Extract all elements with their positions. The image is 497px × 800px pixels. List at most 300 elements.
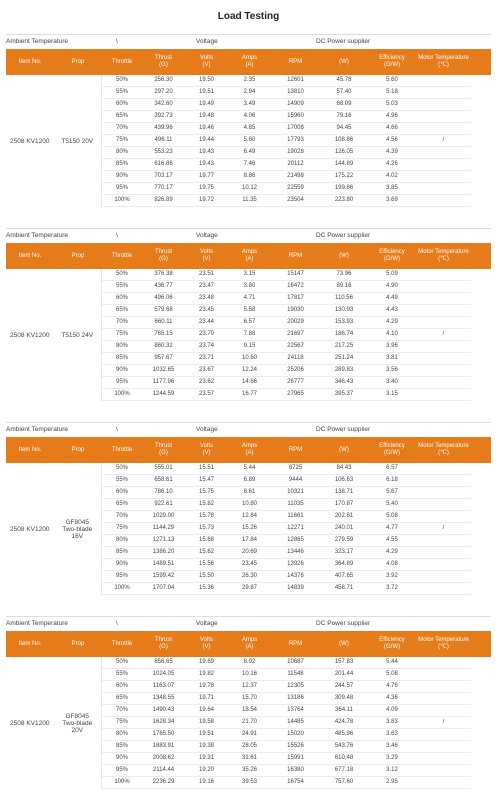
cell-rpm: 20029 (287, 319, 304, 325)
cell-motor-empty (416, 705, 471, 716)
test-block (6, 422, 491, 595)
cell-amps: 10.12 (241, 185, 257, 191)
cell-throttle: 60% (115, 101, 128, 107)
test-block (6, 616, 491, 789)
cell-thrust: 256.30 (154, 77, 173, 83)
cell-motor-empty (416, 341, 471, 352)
cell-throttle: 65% (115, 113, 128, 119)
ambient-label: Ambient Temperature (6, 38, 69, 45)
cell-efficiency: 4.43 (386, 307, 398, 313)
cell-efficiency: 5.40 (386, 501, 398, 507)
cell-watts: 73.96 (336, 271, 352, 277)
cell-motor-empty (416, 147, 471, 158)
cell-efficiency: 4.36 (386, 695, 398, 701)
table-row (102, 559, 471, 571)
cell-thrust: 826.89 (154, 197, 173, 203)
cell-efficiency: 5.18 (386, 89, 398, 95)
ambient-label: Ambient Temperature (6, 426, 69, 433)
voltage-label: Voltage (196, 620, 218, 627)
cell-volts: 15.62 (198, 549, 214, 555)
cell-motor-empty (416, 377, 471, 388)
cell-thrust: 1271.13 (152, 537, 175, 543)
cell-motor-temp: / (442, 719, 445, 725)
table-row (102, 365, 471, 377)
cell-watts: 57.40 (336, 89, 352, 95)
cell-rpm: 14909 (287, 101, 304, 107)
cell-motor-empty (416, 511, 471, 522)
cell-rpm: 15147 (287, 271, 304, 277)
cell-volts: 15.56 (198, 561, 214, 567)
prop-name: T5150 20V (61, 137, 94, 145)
cell-rpm: 26777 (287, 379, 304, 385)
cell-rpm: 11035 (287, 501, 304, 507)
table-row (102, 341, 471, 353)
cell-watts: 108.86 (334, 137, 354, 143)
table-body (6, 657, 491, 789)
cell-rpm: 13926 (287, 561, 304, 567)
table-row (102, 487, 471, 499)
table-row (102, 171, 471, 183)
cell-thrust: 922.61 (154, 501, 173, 507)
cell-efficiency: 3.72 (386, 585, 398, 591)
page-title: Load Testing (217, 11, 280, 22)
cell-amps: 4.71 (243, 295, 256, 301)
ambient-value: \ (116, 232, 118, 239)
cell-watts: 186.74 (334, 331, 354, 337)
ambient-row (6, 228, 491, 243)
cell-throttle: 90% (115, 173, 128, 179)
header-volts: Volts (V) (199, 249, 213, 262)
cell-rpm: 15020 (287, 731, 304, 737)
cell-rpm: 8725 (288, 465, 303, 471)
table-row (102, 669, 471, 681)
cell-thrust: 616.86 (154, 161, 173, 167)
cell-watts: 106.63 (334, 477, 354, 483)
cell-amps: 7.46 (243, 161, 256, 167)
item-prop-cell (6, 657, 102, 789)
cell-efficiency: 4.29 (386, 549, 398, 555)
cell-throttle: 95% (115, 379, 128, 385)
cell-efficiency: 4.08 (386, 561, 398, 567)
cell-motor-empty (416, 305, 471, 316)
cell-thrust: 1348.55 (152, 695, 175, 701)
cell-efficiency: 3.29 (386, 755, 398, 761)
cell-watts: 395.37 (334, 391, 354, 397)
cell-efficiency: 4.02 (386, 173, 398, 179)
cell-amps: 6.89 (243, 477, 256, 483)
cell-throttle: 75% (115, 331, 128, 337)
cell-volts: 19.38 (198, 743, 214, 749)
cell-amps: 4.06 (243, 113, 256, 119)
cell-thrust: 786.10 (154, 489, 173, 495)
table-row (102, 135, 471, 147)
cell-thrust: 1628.34 (152, 719, 175, 725)
cell-motor-empty (416, 559, 471, 570)
cell-rpm: 13810 (287, 89, 304, 95)
cell-volts: 15.78 (198, 513, 214, 519)
cell-watts: 201.44 (334, 671, 354, 677)
cell-watts: 610.48 (334, 755, 354, 761)
cell-throttle: 80% (115, 343, 128, 349)
cell-motor-empty (416, 487, 471, 498)
table-header (6, 631, 491, 657)
cell-volts: 19.51 (198, 731, 214, 737)
cell-watts: 138.71 (334, 489, 354, 495)
cell-throttle: 95% (115, 185, 128, 191)
table-row (102, 87, 471, 99)
cell-watts: 202.61 (334, 513, 354, 519)
cell-motor-empty (416, 87, 471, 98)
table-row (102, 389, 471, 401)
table-row (102, 317, 471, 329)
table-row (102, 657, 471, 669)
cell-motor-empty (416, 669, 471, 680)
voltage-label: Voltage (196, 232, 218, 239)
cell-watts: 346.43 (334, 379, 354, 385)
cell-watts: 89.16 (336, 283, 352, 289)
cell-thrust: 2008.62 (152, 755, 175, 761)
header-item: Item No. (18, 252, 42, 259)
cell-amps: 10.16 (241, 671, 257, 677)
header-amps: Amps (A) (241, 249, 258, 262)
header-eff: Efficiency (G/W) (379, 443, 405, 456)
ambient-row (6, 616, 491, 631)
cell-motor-temp: / (442, 525, 445, 531)
cell-motor-empty (416, 293, 471, 304)
cell-volts: 15.47 (198, 477, 214, 483)
cell-rpm: 27965 (287, 391, 304, 397)
cell-motor-empty (416, 75, 471, 86)
cell-volts: 23.71 (198, 355, 214, 361)
cell-thrust: 496.11 (154, 137, 173, 143)
cell-motor-empty (416, 571, 471, 582)
header-eff: Efficiency (G/W) (379, 55, 405, 68)
cell-motor-empty (416, 499, 471, 510)
cell-watts: 424.78 (334, 719, 354, 725)
cell-volts: 15.51 (198, 465, 214, 471)
cell-watts: 543.76 (334, 743, 354, 749)
cell-amps: 5.58 (243, 307, 256, 313)
cell-motor-empty (416, 681, 471, 692)
cell-watts: 94.45 (336, 125, 352, 131)
cell-amps: 15.26 (241, 525, 257, 531)
cell-efficiency: 5.60 (386, 77, 398, 83)
cell-rpm: 19030 (287, 307, 304, 313)
cell-motor-empty (416, 777, 471, 788)
cell-rpm: 22567 (287, 343, 304, 349)
table-row (102, 765, 471, 777)
cell-efficiency: 5.67 (386, 489, 398, 495)
cell-rpm: 14485 (287, 719, 304, 725)
cell-rpm: 13446 (287, 549, 304, 555)
cell-amps: 15.70 (241, 695, 257, 701)
cell-thrust: 1244.59 (152, 391, 175, 397)
data-rows (102, 75, 471, 207)
cell-motor-empty (416, 741, 471, 752)
cell-thrust: 555.01 (154, 465, 173, 471)
cell-throttle: 50% (115, 271, 128, 277)
cell-amps: 14.66 (241, 379, 257, 385)
cell-volts: 19.58 (198, 719, 214, 725)
cell-rpm: 15991 (287, 755, 304, 761)
cell-motor-empty (416, 463, 471, 474)
cell-motor-empty (416, 353, 471, 364)
table-row (102, 123, 471, 135)
table-row (102, 583, 471, 595)
cell-throttle: 100% (114, 197, 130, 203)
cell-thrust: 703.17 (154, 173, 173, 179)
cell-amps: 23.45 (241, 561, 257, 567)
cell-motor-empty (416, 753, 471, 764)
header-thrust: Thrust (G) (154, 55, 172, 68)
cell-efficiency: 3.12 (386, 767, 398, 773)
cell-throttle: 70% (115, 319, 128, 325)
cell-throttle: 70% (115, 125, 128, 131)
header-watts: (W) (339, 58, 349, 65)
header-watts: (W) (339, 252, 349, 259)
cell-amps: 2.94 (243, 89, 256, 95)
ambient-label: Ambient Temperature (6, 620, 69, 627)
cell-thrust: 1032.65 (152, 367, 175, 373)
ambient-row (6, 422, 491, 437)
header-item: Item No. (18, 58, 42, 65)
cell-efficiency: 3.69 (386, 197, 398, 203)
table-row (102, 75, 471, 87)
cell-thrust: 1883.91 (152, 743, 175, 749)
cell-watts: 175.22 (334, 173, 354, 179)
cell-throttle: 65% (115, 307, 128, 313)
header-eff: Efficiency (G/W) (379, 249, 405, 262)
cell-amps: 3.49 (243, 101, 256, 107)
header-rpm: RPM (288, 252, 303, 259)
cell-rpm: 24118 (287, 355, 304, 361)
cell-rpm: 16380 (287, 767, 304, 773)
test-block (6, 34, 491, 207)
cell-efficiency: 4.10 (386, 331, 398, 337)
cell-rpm: 13764 (287, 707, 304, 713)
cell-watts: 153.93 (334, 319, 354, 325)
cell-motor-empty (416, 657, 471, 668)
cell-throttle: 80% (115, 537, 128, 543)
cell-amps: 8.86 (243, 173, 256, 179)
table-body (6, 463, 491, 595)
cell-motor-empty (416, 183, 471, 194)
amb-spacer (411, 35, 492, 49)
cell-thrust: 1177.96 (152, 379, 175, 385)
table-header (6, 49, 491, 75)
cell-thrust: 2114.44 (152, 767, 175, 773)
cell-efficiency: 4.96 (386, 113, 398, 119)
cell-throttle: 90% (115, 367, 128, 373)
table-row (102, 777, 471, 789)
cell-thrust: 297.20 (154, 89, 173, 95)
cell-volts: 19.82 (198, 671, 214, 677)
cell-thrust: 660.11 (154, 319, 173, 325)
table-row (102, 329, 471, 341)
cell-throttle: 95% (115, 767, 128, 773)
item-prop-cell (6, 463, 102, 595)
cell-amps: 24.91 (241, 731, 257, 737)
cell-watts: 110.56 (335, 295, 353, 301)
cell-watts: 126.05 (334, 149, 354, 155)
cell-volts: 15.73 (198, 525, 214, 531)
cell-amps: 16.77 (241, 391, 257, 397)
cell-amps: 35.26 (241, 767, 257, 773)
cell-motor-empty (416, 281, 471, 292)
cell-watts: 144.89 (334, 161, 354, 167)
cell-efficiency: 4.90 (386, 283, 398, 289)
table-row (102, 377, 471, 389)
cell-motor-empty (416, 765, 471, 776)
header-throttle: Throttle (111, 252, 133, 259)
cell-thrust: 856.65 (154, 659, 173, 665)
table-row (102, 705, 471, 717)
cell-thrust: 376.38 (154, 271, 173, 277)
cell-amps: 9.15 (243, 343, 256, 349)
header-motor: Motor Temperature (℃) (418, 637, 469, 650)
cell-thrust: 579.68 (154, 307, 173, 313)
table-row (102, 571, 471, 583)
header-rpm: RPM (288, 58, 303, 65)
cell-motor-empty (416, 583, 471, 594)
prop-name: T5150 24V (61, 331, 94, 339)
table-header (6, 437, 491, 463)
cell-volts: 15.36 (198, 585, 214, 591)
cell-efficiency: 5.44 (386, 659, 398, 665)
cell-watts: 677.18 (334, 767, 354, 773)
item-number: 2508 KV1200 (10, 137, 50, 145)
cell-efficiency: 3.96 (386, 343, 398, 349)
header-prop: Prop (71, 446, 85, 453)
table-row (102, 729, 471, 741)
cell-throttle: 85% (115, 743, 128, 749)
cell-watts: 157.83 (334, 659, 354, 665)
header-volts: Volts (V) (199, 55, 213, 68)
table-row (102, 305, 471, 317)
cell-rpm: 23504 (287, 197, 304, 203)
header-volts: Volts (V) (199, 637, 213, 650)
ambient-label: Ambient Temperature (6, 232, 69, 239)
cell-throttle: 90% (115, 561, 128, 567)
cell-rpm: 10321 (287, 489, 304, 495)
cell-thrust: 1490.43 (152, 707, 175, 713)
cell-volts: 19.16 (198, 779, 214, 785)
cell-amps: 3.15 (243, 271, 256, 277)
cell-watts: 170.87 (334, 501, 354, 507)
item-number: 2508 KV1200 (10, 331, 50, 339)
header-prop: Prop (71, 252, 85, 259)
cell-throttle: 50% (115, 659, 128, 665)
cell-watts: 45.78 (336, 77, 352, 83)
cell-motor-empty (416, 99, 471, 110)
cell-amps: 11.35 (242, 197, 257, 203)
cell-rpm: 15526 (287, 743, 304, 749)
cell-amps: 3.80 (243, 283, 256, 289)
cell-volts: 15.75 (198, 489, 214, 495)
cell-throttle: 75% (115, 719, 128, 725)
cell-thrust: 770.17 (154, 185, 173, 191)
header-rpm: RPM (288, 640, 303, 647)
header-watts: (W) (339, 640, 349, 647)
header-thrust: Thrust (G) (154, 249, 172, 262)
cell-watts: 244.57 (334, 683, 354, 689)
cell-rpm: 17793 (287, 137, 304, 143)
cell-rpm: 14839 (287, 585, 304, 591)
table-row (102, 99, 471, 111)
cell-amps: 18.54 (241, 707, 257, 713)
cell-watts: 364.89 (334, 561, 354, 567)
header-thrust: Thrust (G) (154, 443, 172, 456)
cell-rpm: 12601 (287, 77, 304, 83)
cell-volts: 23.62 (198, 379, 214, 385)
cell-thrust: 1144.29 (152, 525, 175, 531)
cell-rpm: 25206 (287, 367, 304, 373)
table-row (102, 523, 471, 535)
cell-efficiency: 4.76 (386, 683, 398, 689)
cell-throttle: 95% (115, 573, 128, 579)
cell-amps: 12.84 (241, 513, 257, 519)
cell-watts: 84.43 (336, 465, 352, 471)
table-row (102, 475, 471, 487)
cell-throttle: 65% (115, 695, 128, 701)
header-eff: Efficiency (G/W) (379, 637, 405, 650)
table-row (102, 183, 471, 195)
cell-rpm: 11661 (287, 513, 304, 519)
cell-rpm: 16472 (287, 283, 304, 289)
cell-rpm: 13186 (287, 695, 304, 701)
cell-throttle: 85% (115, 549, 128, 555)
header-amps: Amps (A) (241, 55, 258, 68)
cell-thrust: 1707.04 (152, 585, 175, 591)
cell-motor-empty (416, 269, 471, 280)
item-prop-cell (6, 75, 102, 207)
cell-amps: 12.37 (241, 683, 257, 689)
cell-volts: 15.50 (198, 573, 214, 579)
cell-efficiency: 3.56 (386, 367, 398, 373)
cell-volts: 19.69 (198, 659, 214, 665)
cell-thrust: 553.23 (154, 149, 173, 155)
cell-throttle: 55% (115, 477, 128, 483)
cell-watts: 407.65 (334, 573, 354, 579)
header-prop: Prop (71, 640, 85, 647)
cell-amps: 5.60 (243, 137, 256, 143)
table-row (102, 547, 471, 559)
header-throttle: Throttle (111, 446, 133, 453)
cell-volts: 19.43 (198, 161, 214, 167)
test-blocks (0, 34, 497, 789)
item-prop-cell (6, 269, 102, 401)
cell-amps: 29.87 (241, 585, 257, 591)
table-row (102, 293, 471, 305)
cell-efficiency: 5.08 (386, 513, 398, 519)
cell-efficiency: 3.83 (386, 719, 398, 725)
cell-throttle: 60% (115, 489, 128, 495)
cell-volts: 15.68 (198, 537, 214, 543)
header-item: Item No. (18, 640, 42, 647)
cell-amps: 26.30 (241, 573, 257, 579)
header-item: Item No. (18, 446, 42, 453)
cell-efficiency: 3.81 (386, 355, 398, 361)
cell-motor-empty (416, 317, 471, 328)
cell-motor-temp: / (442, 137, 445, 143)
ambient-value: \ (116, 426, 118, 433)
cell-motor-empty (416, 475, 471, 486)
cell-volts: 19.20 (198, 767, 214, 773)
cell-volts: 19.78 (198, 683, 214, 689)
cell-watts: 240.01 (334, 525, 354, 531)
test-block (6, 228, 491, 401)
cell-efficiency: 5.09 (386, 271, 398, 277)
